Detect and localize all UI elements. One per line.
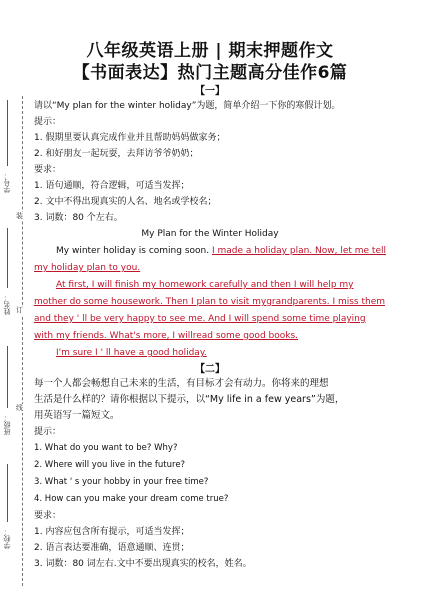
essay-paragraph-2 xyxy=(34,277,386,345)
section-1-requirement: 1. 语句通顺，符合逻辑，可适当发挥； xyxy=(34,181,190,191)
essay-intro-text: My winter holiday is coming soon. xyxy=(56,246,212,256)
section-2-label: 【二】 xyxy=(195,364,225,375)
section-2-prompt-line: 生活是什么样的？请你根据以下提示，以“My life in a few years”为题， xyxy=(34,394,345,405)
essay-highlight: I made a holiday plan. Now, let me tell my holiday plan to you. xyxy=(34,246,386,273)
binding-dashed-line xyxy=(22,96,23,586)
section-1-hints-label: 提示： xyxy=(34,117,62,127)
binding-mark-zhuang: 装 xyxy=(16,212,23,220)
binding-mark-xian: 线 xyxy=(16,404,23,412)
section-1-prompt: 请以“My plan for the winter holiday”为题，简单介绍一下你的寒假计划。 xyxy=(34,101,341,111)
section-2-hints-label: 提示： xyxy=(34,427,62,437)
section-2-prompt-line: 用英语写一篇短文。 xyxy=(34,410,120,421)
section-2-requirement: 1. 内容应包含所有提示，可适当发挥； xyxy=(34,527,190,537)
essay-paragraph-1 xyxy=(34,243,386,277)
page-title: 八年级英语上册 | 期末押题作文 xyxy=(86,41,334,61)
section-1-label: 【一】 xyxy=(195,86,225,97)
section-1-req-label: 要求： xyxy=(34,165,62,175)
document-body xyxy=(34,40,386,572)
section-2-hint: 2. Where will you live in the future? xyxy=(34,460,186,470)
student-id-blank xyxy=(7,100,8,166)
school-label: 学校： xyxy=(3,528,11,549)
page-subtitle: 【书面表达】热门主题高分佳作6篇 xyxy=(72,63,348,83)
section-2-req-label: 要求： xyxy=(34,511,62,521)
section-2-requirement: 2. 语言表达要准确，语意通顺、连贯； xyxy=(34,543,190,553)
section-1-hint: 1. 假期里要认真完成作业并且帮助妈妈做家务； xyxy=(34,133,226,143)
class-blank xyxy=(7,346,8,408)
name-label: 姓名： xyxy=(3,294,11,315)
section-2-requirement: 3. 词数：80 词左右.文中不要出现真实的校名，姓名。 xyxy=(34,559,252,569)
section-1-requirement: 3. 词数：80 个左右。 xyxy=(34,213,123,223)
school-blank xyxy=(7,464,8,522)
essay-title: My Plan for the Winter Holiday xyxy=(141,229,279,239)
binding-mark-ding: 订 xyxy=(16,306,23,314)
student-id-label: 学号： xyxy=(3,172,11,193)
section-1-requirement: 2. 文中不得出现真实的人名、地名或学校名； xyxy=(34,197,217,207)
essay-highlight: I'm sure I ' ll have a good holiday. xyxy=(56,348,207,358)
section-2-hint: 4. How can you make your dream come true? xyxy=(34,494,229,504)
essay-highlight: At first, I will finish my homework carefully and then I will help my mother do some housework. Then I plan to visit mygrandparents. I miss them and they ' ll be very happy to see me. And I will spend some time playing with my friends. What's more, I willread some good books. xyxy=(34,280,386,341)
section-1-hint: 2. 和好朋友一起玩耍，去拜访爷爷奶奶； xyxy=(34,149,199,159)
section-2-hint: 1. What do you want to be? Why? xyxy=(34,443,178,453)
section-2-prompt-line: 每一个人都会畅想自己未来的生活，有目标才会有动力。你将来的理想 xyxy=(34,378,329,389)
section-2-hint: 3. What ' s your hobby in your free time? xyxy=(34,477,209,487)
binding-margin xyxy=(0,0,28,600)
essay-paragraph-3 xyxy=(34,345,386,362)
name-blank xyxy=(7,228,8,288)
class-label: 班级： xyxy=(3,414,11,435)
